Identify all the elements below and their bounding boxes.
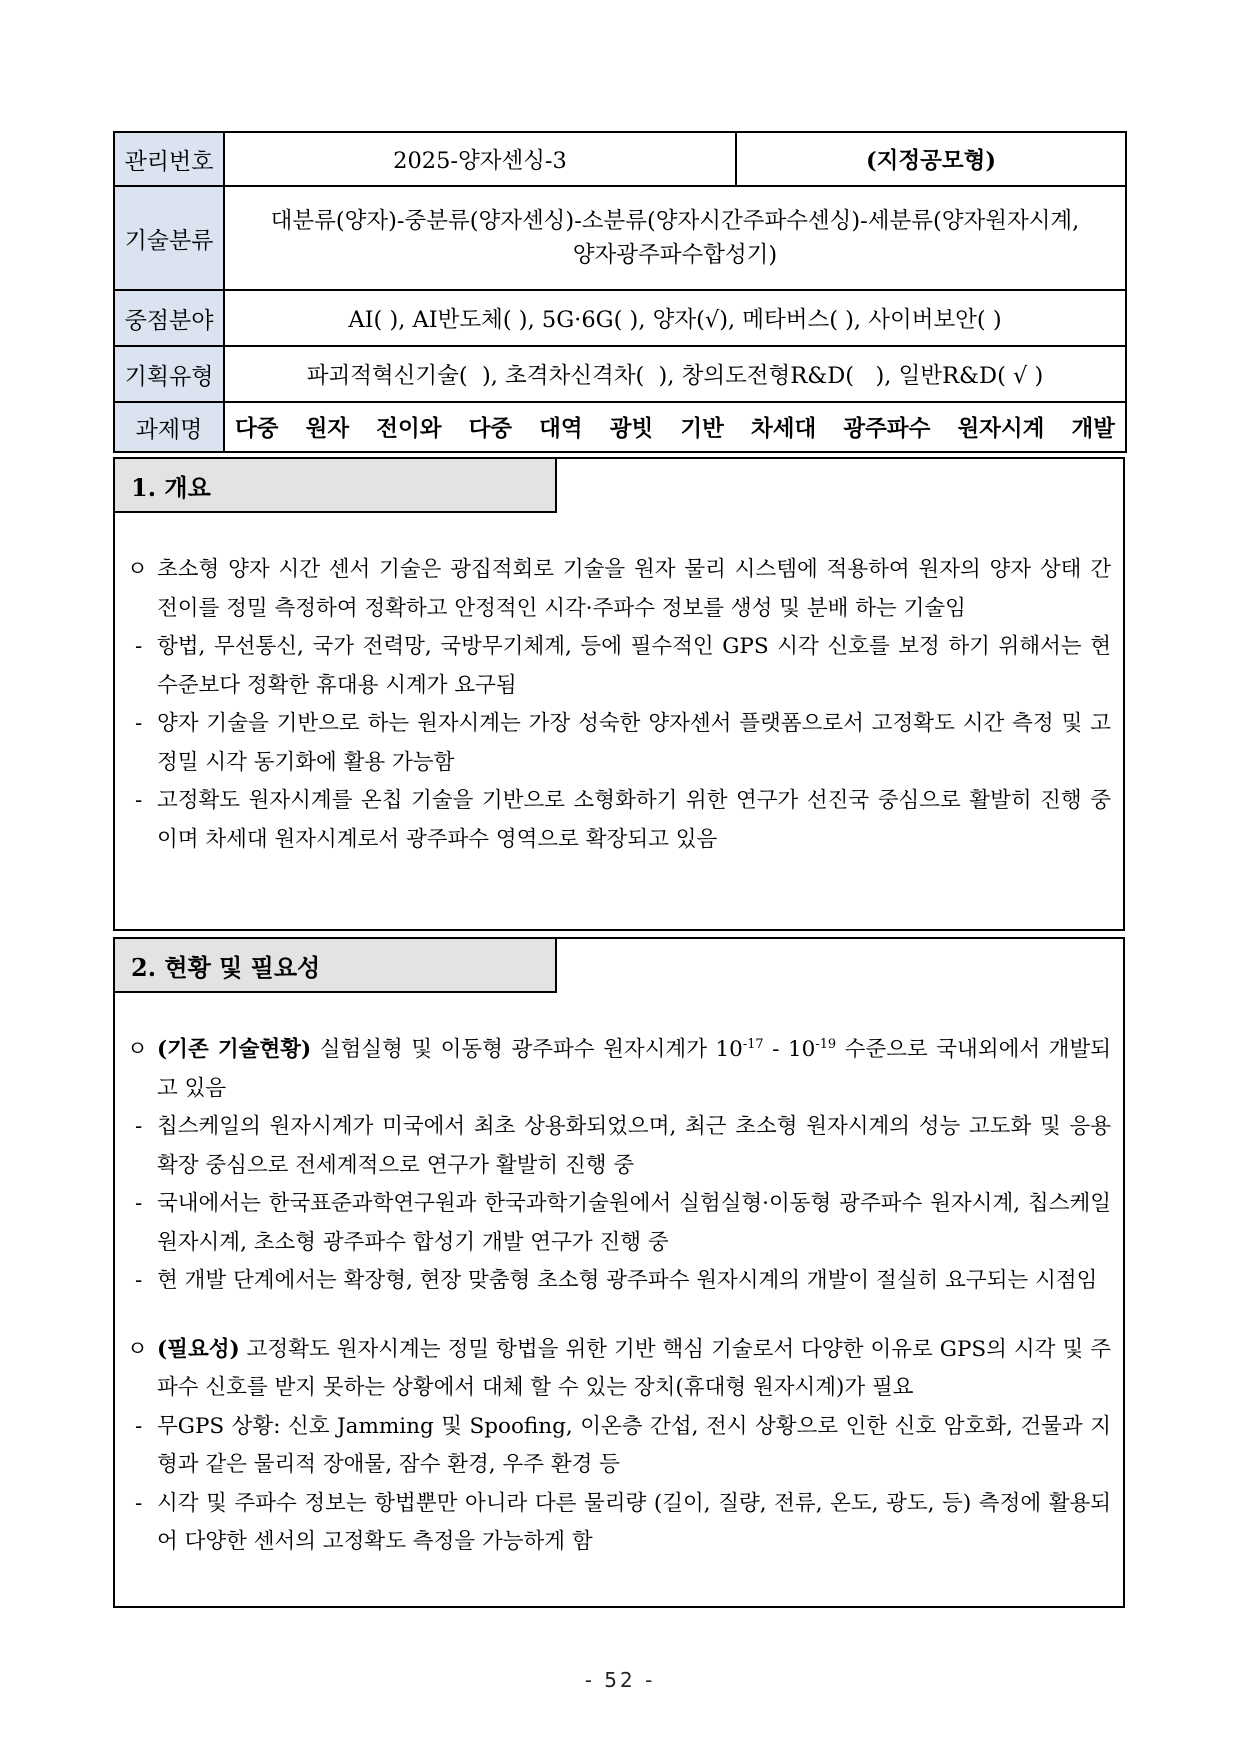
paragraph-lead-bold: (필요성) [157, 1336, 240, 1362]
tech-classification-line2: 양자광주파수합성기) [572, 242, 778, 268]
row-tech-classification [114, 186, 1126, 290]
paragraph [127, 1485, 1111, 1562]
tech-classification-value [224, 186, 1126, 290]
section-overview [113, 457, 1125, 931]
superscript-exponent: -19 [815, 1036, 837, 1052]
paragraph-text: 양자 기술을 기반으로 하는 원자시계는 가장 성숙한 양자센서 플랫폼으로서 고정확도 시간 측정 및 고정밀 시각 동기화에 활용 가능함 [157, 711, 1111, 775]
dash-bullet: - [135, 634, 143, 659]
paragraph-text: 국내에서는 한국표준과학연구원과 한국과학기술원에서 실험실형·이동형 광주파수 원자시계, 칩스케일 원자시계, 초소형 광주파수 합성기 개발 연구가 진행 중 [157, 1191, 1111, 1255]
admin-number-label: 관리번호 [114, 132, 224, 186]
dash-bullet: - [135, 1490, 143, 1516]
section-overview-title: 1. 개요 [131, 472, 211, 502]
page-number: - 52 - [584, 1668, 656, 1692]
dash-bullet: - [135, 1268, 143, 1293]
project-meta-table [113, 131, 1127, 453]
paragraph-text: 항법, 무선통신, 국가 전력망, 국방무기체계, 등에 필수적인 GPS 시각 신호를 보정 하기 위해서는 현 수준보다 정확한 휴대용 시계가 요구됨 [157, 634, 1111, 698]
circle-bullet: ㅇ [127, 1336, 148, 1362]
section-overview-body [115, 513, 1123, 869]
paragraph-text: - 10 [763, 1037, 816, 1062]
focus-area-label: 중점분야 [114, 290, 224, 346]
circle-bullet: ㅇ [127, 557, 148, 582]
focus-area-value: AI( ), AI반도체( ), 5G·6G( ), 양자(√), 메타버스( ), 사이버보안( ) [224, 290, 1126, 346]
paragraph [127, 628, 1111, 705]
paragraph [127, 1031, 1111, 1108]
paragraph [127, 1185, 1111, 1262]
project-title-label: 과제명 [114, 402, 224, 452]
project-title-value: 다중 원자 전이와 다중 대역 광빗 기반 차세대 광주파수 원자시계 개발 [224, 402, 1126, 452]
row-admin-number [114, 132, 1126, 186]
paragraph [127, 1331, 1111, 1408]
paragraph [127, 782, 1111, 859]
call-type-note: (지정공모형) [736, 132, 1126, 186]
paragraph-text: 초소형 양자 시간 센서 기술은 광집적회로 기술을 원자 물리 시스템에 적용하여 원자의 양자 상태 간 전이를 정밀 측정하여 정확하고 안정적인 시각·주파수 정보를 생성 및 분배 하는 기술임 [157, 557, 1111, 621]
section-status-body [115, 993, 1123, 1572]
section-status-header [115, 939, 557, 993]
section-overview-header [115, 459, 557, 513]
tech-classification-line1: 대분류(양자)-중분류(양자센싱)-소분류(양자시간주파수센싱)-세분류(양자원자시계, [270, 208, 1080, 234]
paragraph-text: 현 개발 단계에서는 확장형, 현장 맞춤형 초소형 광주파수 원자시계의 개발이 절실히 요구되는 시점임 [157, 1268, 1098, 1293]
paragraph-text: 무GPS 상황: 신호 Jamming 및 Spoofing, 이온층 간섭, 전시 상황으로 인한 신호 암호화, 건물과 지형과 같은 물리적 장애물, 잠수 환경, 우주 환경 등 [157, 1413, 1111, 1477]
document-body [113, 131, 1125, 1608]
admin-number-value: 2025-양자센싱-3 [224, 132, 736, 186]
paragraph-text: 실험실형 및 이동형 광주파수 원자시계가 10 [311, 1037, 743, 1062]
planning-type-label: 기획유형 [114, 346, 224, 402]
paragraph [127, 551, 1111, 628]
dash-bullet: - [135, 711, 143, 736]
dash-bullet: - [135, 1114, 143, 1139]
section-status-necessity [113, 937, 1125, 1608]
row-focus-area [114, 290, 1126, 346]
paragraph-text: 시각 및 주파수 정보는 항법뿐만 아니라 다른 물리량 (길이, 질량, 전류, 온도, 광도, 등) 측정에 활용되어 다양한 센서의 고정확도 측정을 가능하게 함 [157, 1490, 1111, 1554]
tech-classification-label: 기술분류 [114, 186, 224, 290]
paragraph [127, 1408, 1111, 1485]
paragraph-text: 고정확도 원자시계는 정밀 항법을 위한 기반 핵심 기술로서 다양한 이유로 GPS의 시각 및 주파수 신호를 받지 못하는 상황에서 대체 할 수 있는 장치(휴대형 원자시계)가 필요 [157, 1336, 1111, 1400]
paragraph [127, 705, 1111, 782]
paragraph [127, 1108, 1111, 1185]
paragraph-text: 칩스케일의 원자시계가 미국에서 최초 상용화되었으며, 최근 초소형 원자시계의 성능 고도화 및 응용 확장 중심으로 전세계적으로 연구가 활발히 진행 중 [157, 1114, 1111, 1178]
paragraph-text: 고정확도 원자시계를 온칩 기술을 기반으로 소형화하기 위한 연구가 선진국 중심으로 활발히 진행 중이며 차세대 원자시계로서 광주파수 영역으로 확장되고 있음 [157, 788, 1111, 852]
circle-bullet: ㅇ [127, 1037, 148, 1062]
dash-bullet: - [135, 1413, 143, 1439]
row-planning-type [114, 346, 1126, 402]
paragraph-lead-bold: (기존 기술현황) [157, 1037, 312, 1062]
paragraph [127, 1262, 1111, 1301]
planning-type-value: 파괴적혁신기술( ), 초격차신격차( ), 창의도전형R&D( ), 일반R&D( √ ) [224, 346, 1126, 402]
row-project-title [114, 402, 1126, 452]
dash-bullet: - [135, 1191, 143, 1216]
paragraph-text: 수준으로 국내외에서 개발되고 있음 [157, 1037, 1111, 1101]
superscript-exponent: -17 [742, 1036, 764, 1052]
section-status-title: 2. 현황 및 필요성 [131, 952, 321, 982]
dash-bullet: - [135, 788, 143, 813]
